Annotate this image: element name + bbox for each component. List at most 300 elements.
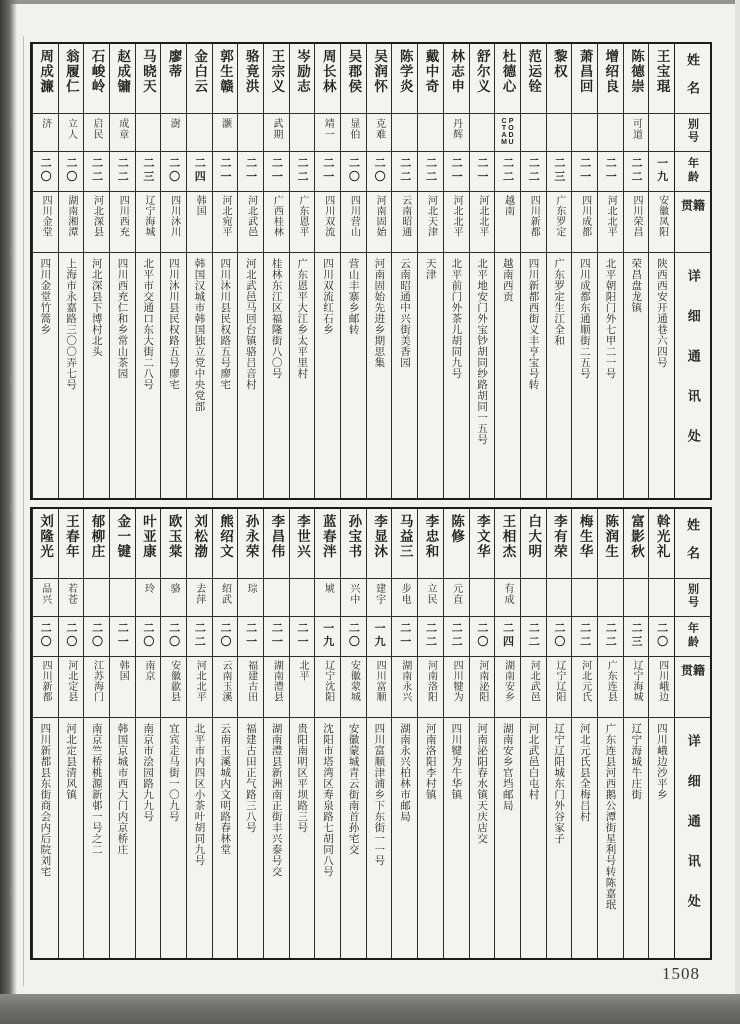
- person-alias: [84, 579, 109, 617]
- person-alias: 兴中: [341, 579, 366, 617]
- person-alias: 成章: [110, 114, 135, 152]
- person-alias: 丹辉: [444, 114, 469, 152]
- person-alias: 去萍: [187, 579, 212, 617]
- person-name: 陈润生: [598, 509, 623, 579]
- person-addr: 陕西西安开通巷六四号: [655, 258, 668, 368]
- person-alias: [110, 579, 135, 617]
- person-alias: [521, 114, 546, 152]
- person-alias: 启民: [84, 114, 109, 152]
- person-addr: 辽宁辽阳城东门外谷家子: [553, 723, 566, 844]
- person-column: [469, 44, 495, 498]
- person-column: [417, 509, 443, 958]
- header-alias-label: 别号: [686, 583, 699, 609]
- person-name: 叶亚康: [136, 509, 161, 579]
- person-name: 李有荣: [547, 509, 572, 579]
- person-alias: 若苍: [59, 579, 84, 617]
- person-age: 二〇: [341, 617, 366, 657]
- person-alias: 步电: [392, 579, 417, 617]
- person-age: 二二: [187, 617, 212, 657]
- person-native: 四川犍为: [444, 657, 469, 718]
- person-age: 二〇: [341, 152, 366, 192]
- person-age: 二〇: [649, 617, 674, 657]
- directory-table-upper: [30, 42, 712, 500]
- person-age: 二〇: [33, 152, 58, 192]
- header-age-label: 年龄: [686, 157, 699, 185]
- person-column: [32, 509, 58, 958]
- person-column: [340, 509, 366, 958]
- person-addr: 北平市内四区小茶叶胡同九号: [193, 723, 206, 866]
- person-name: 戴中奇: [418, 44, 443, 114]
- person-column: [443, 44, 469, 498]
- person-age: 二二: [495, 152, 520, 192]
- person-name: 杜德心: [495, 44, 520, 114]
- directory-table-lower: [30, 507, 712, 960]
- person-column: [494, 509, 520, 958]
- person-native: 江苏海门: [84, 657, 109, 718]
- person-name: 马益三: [392, 509, 417, 579]
- person-native: 河北北平: [598, 192, 623, 253]
- person-age: 二三: [547, 152, 572, 192]
- header-name: [675, 44, 710, 114]
- person-age: 二一: [213, 152, 238, 192]
- person-column: [494, 44, 520, 498]
- person-alias: 显伯: [341, 114, 366, 152]
- person-age: 二二: [392, 152, 417, 192]
- person-addr: 河北定县清风镇: [65, 723, 78, 800]
- person-age: 二〇: [213, 617, 238, 657]
- person-native: 四川新都: [33, 657, 58, 718]
- person-native: 北平: [290, 657, 315, 718]
- person-column: [314, 44, 340, 498]
- person-alias: 武期: [264, 114, 289, 152]
- person-alias: 灏: [213, 114, 238, 152]
- person-alias: [547, 579, 572, 617]
- person-age: 二二: [521, 617, 546, 657]
- person-native: 韩国: [187, 192, 212, 253]
- person-addr: 四川峨边沙平乡: [655, 723, 668, 800]
- person-native: 广东恩平: [290, 192, 315, 253]
- table-header-column: [674, 509, 710, 958]
- header-native-place-label: 籍贯: [679, 664, 706, 691]
- person-native: 河北北平: [444, 192, 469, 253]
- person-alias: [290, 579, 315, 617]
- person-column: [135, 509, 161, 958]
- person-name: 岑励志: [290, 44, 315, 114]
- person-name: 白大明: [521, 509, 546, 579]
- person-alias: [187, 114, 212, 152]
- person-name: 李世兴: [290, 509, 315, 579]
- person-alias: [238, 114, 263, 152]
- person-age: 二三: [624, 617, 649, 657]
- header-alias: [675, 114, 710, 152]
- person-column: [623, 509, 649, 958]
- person-age: 二四: [187, 152, 212, 192]
- person-column: [391, 44, 417, 498]
- person-native: 河北宛平: [213, 192, 238, 253]
- person-name: 李忠和: [418, 509, 443, 579]
- person-addr: 云南昭通中兴街美香园: [399, 258, 412, 368]
- person-native: 河北天津: [418, 192, 443, 253]
- person-name: 石峻岭: [84, 44, 109, 114]
- person-name: 增绍良: [598, 44, 623, 114]
- person-name: 舒尔义: [470, 44, 495, 114]
- person-addr: 桂林东江区福隆街八〇号: [270, 258, 283, 379]
- person-native: 湖南澧县: [264, 657, 289, 718]
- person-native: 河北北平: [187, 657, 212, 718]
- person-age: 二〇: [547, 617, 572, 657]
- person-name: 郁柳庄: [84, 509, 109, 579]
- person-native: 四川成都: [572, 192, 597, 253]
- person-native: 广西桂林: [264, 192, 289, 253]
- person-native: 河北武邑: [521, 657, 546, 718]
- person-column: [571, 44, 597, 498]
- person-column: [263, 44, 289, 498]
- person-addr: 河北元氏县全梅吕村: [578, 723, 591, 822]
- table-header-column: [674, 44, 710, 498]
- person-native: 河北定县: [59, 657, 84, 718]
- person-native: 河北元氏: [572, 657, 597, 718]
- person-age: 二一: [315, 152, 340, 192]
- person-alias: 琮: [238, 579, 263, 617]
- header-address-label: 详细通讯处: [685, 269, 701, 469]
- person-addr: 湖南安乡官垱邮局: [501, 723, 514, 811]
- person-addr: 天津: [424, 258, 437, 280]
- person-alias: 济: [33, 114, 58, 152]
- person-age: 二〇: [59, 617, 84, 657]
- person-name: 刘松渤: [187, 509, 212, 579]
- person-addr: 北平前门外茶儿胡同九号: [450, 258, 463, 379]
- person-name: 孙宝书: [341, 509, 366, 579]
- person-column: [623, 44, 649, 498]
- person-column: [597, 44, 623, 498]
- person-native: 安徽歙县: [161, 657, 186, 718]
- person-column: [366, 44, 392, 498]
- header-address-label: 详细通讯处: [685, 734, 701, 934]
- person-name: 赵成镛: [110, 44, 135, 114]
- person-column: [520, 509, 546, 958]
- person-age: 二三: [136, 152, 161, 192]
- person-age: 二〇: [33, 617, 58, 657]
- person-addr: 四川富顺津浦乡下东街一一号: [373, 723, 386, 866]
- person-addr: 河南固始先进乡期思集: [373, 258, 386, 368]
- person-column: [186, 509, 212, 958]
- person-addr: 越南西贡: [501, 258, 514, 302]
- person-native: 湖南安乡: [495, 657, 520, 718]
- person-column: [109, 44, 135, 498]
- person-name: 马晓天: [136, 44, 161, 114]
- header-native-place-label: 籍贯: [679, 199, 706, 226]
- person-name: 李昌伟: [264, 509, 289, 579]
- person-alias: [521, 579, 546, 617]
- person-alias: [264, 579, 289, 617]
- person-column: [237, 44, 263, 498]
- person-age: 二一: [264, 617, 289, 657]
- person-native: 南京: [136, 657, 161, 718]
- person-name: 斡光礼: [649, 509, 674, 579]
- person-alias: 品兴: [33, 579, 58, 617]
- person-name: 王宝琨: [649, 44, 674, 114]
- person-native: 四川营山: [341, 192, 366, 253]
- person-column: [83, 509, 109, 958]
- person-column: [289, 44, 315, 498]
- person-native: 辽宁沈阳: [315, 657, 340, 718]
- person-column: [58, 509, 84, 958]
- person-column: [469, 509, 495, 958]
- person-native: 四川新都: [521, 192, 546, 253]
- person-addr: 四川西充仁和乡常山茶园: [116, 258, 129, 379]
- person-alias: [418, 114, 443, 152]
- person-age: 二〇: [59, 152, 84, 192]
- person-age: 二二: [624, 152, 649, 192]
- person-column: [212, 44, 238, 498]
- scan-edge-bottom: [0, 994, 740, 1024]
- person-column: [648, 509, 674, 958]
- header-address: [675, 718, 710, 958]
- person-age: 二二: [84, 152, 109, 192]
- person-alias: 玲: [136, 579, 161, 617]
- person-addr: 北平市交通口东大街二八号: [142, 258, 155, 390]
- person-addr: 安徽蒙城青云街南首孙宅交: [347, 723, 360, 855]
- person-name: 陈修: [444, 509, 469, 579]
- person-alias: 元直: [444, 579, 469, 617]
- person-column: [83, 44, 109, 498]
- person-age: 二一: [598, 152, 623, 192]
- person-age: 二二: [418, 617, 443, 657]
- person-column: [135, 44, 161, 498]
- person-name: 翁履仁: [59, 44, 84, 114]
- person-native: 云南昭通: [392, 192, 417, 253]
- person-age: 二一: [572, 152, 597, 192]
- scan-edge-top: [0, 0, 740, 4]
- person-column: [366, 509, 392, 958]
- person-column: [571, 509, 597, 958]
- person-native: 辽宁海城: [136, 192, 161, 253]
- person-column: [314, 509, 340, 958]
- header-alias-label: 别号: [686, 118, 699, 144]
- person-native: 安徽蒙城: [341, 657, 366, 718]
- person-name: 王宗义: [264, 44, 289, 114]
- person-native: 湖南永兴: [392, 657, 417, 718]
- header-address: [675, 253, 710, 498]
- person-addr: 河北武邑白屯村: [527, 723, 540, 800]
- person-addr: 河北深县下博村北头: [90, 258, 103, 357]
- person-addr: 云南玉溪城内文明路春林堂: [219, 723, 232, 855]
- person-age: 二一: [238, 617, 263, 657]
- person-native: 安徽凤阳: [649, 192, 674, 253]
- person-alias: [598, 579, 623, 617]
- person-addr: 湖南澧县新洲南正街丰兴泰号交: [270, 723, 283, 877]
- person-age: 二一: [290, 617, 315, 657]
- person-name: 吴郡侯: [341, 44, 366, 114]
- person-name: 黎权: [547, 44, 572, 114]
- person-age: 二〇: [367, 152, 392, 192]
- person-alias: 立人: [59, 114, 84, 152]
- person-name: 孙永荣: [238, 509, 263, 579]
- person-addr: 四川犍为牛华镇: [450, 723, 463, 800]
- person-alias: [136, 114, 161, 152]
- person-alias: 虓: [315, 579, 340, 617]
- person-name: 陈德崇: [624, 44, 649, 114]
- person-addr: 福建古田正气路三八号: [244, 723, 257, 833]
- person-name: 梅生华: [572, 509, 597, 579]
- person-age: 二〇: [161, 152, 186, 192]
- person-name: 熊绍文: [213, 509, 238, 579]
- person-addr: 韩国京城市西大门内京桥庄: [116, 723, 129, 855]
- person-alias: [392, 114, 417, 152]
- person-column: [186, 44, 212, 498]
- header-native-place: [675, 657, 710, 718]
- person-age: 二二: [598, 617, 623, 657]
- person-native: 辽宁海城: [624, 657, 649, 718]
- person-name: 吴润怀: [367, 44, 392, 114]
- person-native: 四川荣昌: [624, 192, 649, 253]
- person-native: 四川西充: [110, 192, 135, 253]
- person-addr: 上海市永嘉路三〇〇弄七号: [65, 258, 78, 390]
- person-column: [237, 509, 263, 958]
- person-age: 二一: [470, 152, 495, 192]
- person-native: 河北武邑: [238, 192, 263, 253]
- person-name: 陈学炎: [392, 44, 417, 114]
- person-name: 林志申: [444, 44, 469, 114]
- person-name: 廖蒂: [161, 44, 186, 114]
- person-age: 二一: [444, 152, 469, 192]
- header-alias: [675, 579, 710, 617]
- person-age: 二〇: [161, 617, 186, 657]
- person-age: 二二: [521, 152, 546, 192]
- person-alias: [572, 114, 597, 152]
- person-age: 一九: [367, 617, 392, 657]
- person-name: 李显沐: [367, 509, 392, 579]
- person-column: [520, 44, 546, 498]
- person-name: 欧玉棠: [161, 509, 186, 579]
- person-addr: 沈阳市塔湾区寿泉路七胡同八号: [321, 723, 334, 877]
- person-addr: 河南泌阳春水镇天庆店交: [476, 723, 489, 844]
- person-column: [391, 509, 417, 958]
- person-alias: [598, 114, 623, 152]
- person-column: [263, 509, 289, 958]
- person-native: 广东连县: [598, 657, 623, 718]
- person-column: [160, 509, 186, 958]
- person-addr: 广东恩平大江乡太平里村: [296, 258, 309, 379]
- page-fold-line: [23, 36, 24, 986]
- person-native: 湖南湘潭: [59, 192, 84, 253]
- person-alias: [649, 114, 674, 152]
- person-native: 韩国: [110, 657, 135, 718]
- person-name: 李文华: [470, 509, 495, 579]
- person-age: 一九: [315, 617, 340, 657]
- person-alias: [624, 579, 649, 617]
- person-name: 刘隆光: [33, 509, 58, 579]
- person-age: 二二: [418, 152, 443, 192]
- person-alias: [649, 579, 674, 617]
- person-native: 辽宁辽阳: [547, 657, 572, 718]
- person-column: [340, 44, 366, 498]
- person-addr: 四川沐川县民权路五号廖宅: [167, 258, 180, 390]
- person-alias: 靖一: [315, 114, 340, 152]
- person-native: 福建古田: [238, 657, 263, 718]
- person-alias: 克难: [367, 114, 392, 152]
- person-name: 金白云: [187, 44, 212, 114]
- person-native: 四川金堂: [33, 192, 58, 253]
- person-age: 二〇: [136, 617, 161, 657]
- person-name: 郭生赣: [213, 44, 238, 114]
- person-column: [648, 44, 674, 498]
- person-age: 二一: [264, 152, 289, 192]
- person-native: 四川峨边: [649, 657, 674, 718]
- header-age-label: 年龄: [686, 622, 699, 650]
- header-name-label: 姓名: [685, 53, 700, 109]
- person-native: 河北北平: [470, 192, 495, 253]
- person-addr: 四川金堂竹篙乡: [39, 258, 52, 335]
- person-age: 二〇: [470, 617, 495, 657]
- person-column: [289, 509, 315, 958]
- person-name: 王春年: [59, 509, 84, 579]
- person-native: 河南洛阳: [418, 657, 443, 718]
- person-age: 二二: [572, 617, 597, 657]
- person-native: 河南固始: [367, 192, 392, 253]
- person-alias: 立民: [418, 579, 443, 617]
- person-alias: 绍武: [213, 579, 238, 617]
- person-native: 四川双流: [315, 192, 340, 253]
- person-name: 范运铨: [521, 44, 546, 114]
- person-addr: 四川新都西街义丰亨宝号转: [527, 258, 540, 390]
- person-alias: [470, 579, 495, 617]
- person-alias: 澍: [161, 114, 186, 152]
- person-native: 四川沐川: [161, 192, 186, 253]
- person-alias: [572, 579, 597, 617]
- person-alias: [290, 114, 315, 152]
- person-age: 二一: [392, 617, 417, 657]
- person-addr: 北平地安门外宝钞胡同纱路胡同一五号: [476, 258, 489, 445]
- person-addr: 四川成都东通顺街二五号: [578, 258, 591, 379]
- person-addr: 湖南永兴柏林市邮局: [399, 723, 412, 822]
- person-native: 河北深县: [84, 192, 109, 253]
- person-column: [417, 44, 443, 498]
- person-native: 广东罗定: [547, 192, 572, 253]
- person-age: 二〇: [84, 617, 109, 657]
- person-addr: 四川双流红石乡: [321, 258, 334, 335]
- person-alias: 建宇: [367, 579, 392, 617]
- person-age: 二四: [495, 617, 520, 657]
- person-age: 二一: [110, 617, 135, 657]
- header-age: [675, 152, 710, 192]
- person-addr: 南京市浍园路九九号: [142, 723, 155, 822]
- person-addr: 营山丰寨乡邮转: [347, 258, 360, 335]
- person-column: [58, 44, 84, 498]
- page-number: 1508: [662, 964, 700, 983]
- person-name: 金一键: [110, 509, 135, 579]
- person-column: [597, 509, 623, 958]
- person-column: [109, 509, 135, 958]
- person-column: [546, 509, 572, 958]
- person-age: 二二: [444, 617, 469, 657]
- person-column: [443, 509, 469, 958]
- person-name: 周长林: [315, 44, 340, 114]
- person-native: 四川富顺: [367, 657, 392, 718]
- person-column: [160, 44, 186, 498]
- person-addr: 广东连县河西鹅公潭街星利号转陈嘉珉: [604, 723, 617, 910]
- person-addr: 河北武邑马回台镇骆吕音村: [244, 258, 257, 390]
- person-alias: [547, 114, 572, 152]
- person-column: [212, 509, 238, 958]
- person-name: 富影秋: [624, 509, 649, 579]
- person-native: 河南泌阳: [470, 657, 495, 718]
- person-addr: 南京竺桥桃源新邨一号之二: [90, 723, 103, 855]
- person-addr: 四川沐川县民权路五号廖宅: [219, 258, 232, 390]
- person-addr: 河南洛阳李村镇: [424, 723, 437, 800]
- person-age: 二二: [110, 152, 135, 192]
- header-native-place: [675, 192, 710, 253]
